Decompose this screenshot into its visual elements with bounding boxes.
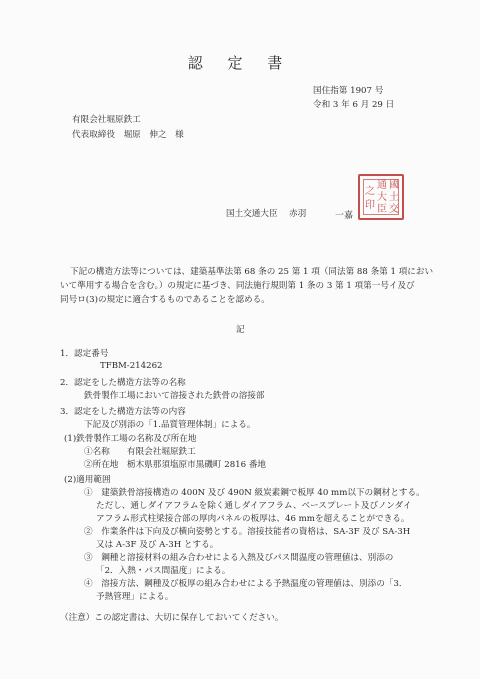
subsection-2-heading: (2)適用範囲	[64, 475, 111, 485]
seal-char: 大	[377, 192, 387, 203]
issue-date: 令和 3 年 6 月 29 日	[313, 100, 395, 110]
issuer-title: 国土交通大臣	[226, 209, 278, 219]
ki-heading: 記	[236, 325, 245, 335]
subsection-1-heading: (1)鉄骨製作工場の名称及び所在地	[64, 434, 197, 444]
certificate-number: 国住指第 1907 号	[313, 86, 384, 96]
scope-item-1-line-2: ただし、通しダイアフラムを除く通しダイアフラム、ベースプレート及びノンダイ	[96, 501, 412, 511]
seal-char: 印	[365, 200, 375, 211]
scope-item-4-line-1: ④ 溶接方法、鋼種及び板厚の組み合わせによる予熱温度の管理値は、別添の「3．	[84, 579, 408, 589]
section-3-title: 3．認定をした構造方法等の内容	[60, 407, 186, 417]
seal-char: 交	[389, 204, 399, 215]
body-line-2: いて準用する場合を含む。）の規定に基づき、同法施行規則第 1 条の 3 第 1 項第一号イ及び	[60, 281, 415, 291]
seal-char: 臣	[377, 204, 387, 215]
document-title: 認 定 書	[187, 54, 293, 72]
section-3-intro: 下記及び別添の「1.品質管理体制」による。	[84, 420, 256, 430]
seal-char: 國	[389, 180, 399, 191]
scope-item-2-line-1: ② 作業条件は下向及び横向姿勢とする。溶接技能者の資格は、SA-3F 及び SA-3H	[84, 527, 411, 537]
scope-item-1-line-3: アフラム形式柱梁接合部の厚肉パネルの板厚は、46 mmを超えることができる。	[96, 514, 410, 524]
issuer-mark: 一嘉	[335, 211, 354, 221]
section-2-title: 2．認定をした構造方法等の名称	[60, 378, 186, 388]
seal-char: 通	[377, 180, 387, 191]
recipient-company: 有限会社堀原鉄工	[72, 115, 141, 125]
section-1-title: 1．認定番号	[60, 349, 109, 359]
issuer-name: 赤羽	[289, 209, 307, 219]
scope-item-3-line-2: 「2．入熱・パス間温度」による。	[96, 566, 231, 576]
scope-item-4-line-2: 予熱管理」による。	[96, 592, 174, 602]
factory-address: ②所在地 栃木県那須塩原市黒磯町 2816 番地	[84, 460, 267, 470]
seal-char: 之	[365, 186, 375, 197]
body-line-1: 下記の構造方法等については、建築基準法第 68 条の 25 第 1 項（同法第 88 条第 1 項におい	[70, 267, 434, 277]
certification-number: TFBM-214262	[100, 361, 163, 371]
body-line-3: 同号ロ(3)の規定に適合するものであることを認める。	[60, 295, 270, 305]
storage-note: （注意）この認定書は、大切に保存しておいてください。	[60, 613, 284, 623]
factory-name: ①名称 有限会社堀原鉄工	[84, 447, 196, 457]
scope-item-1-line-1: ① 建築鉄骨溶接構造の 400N 及び 490N 級炭素鋼で板厚 40 mm以下の鋼材とする。	[84, 488, 425, 498]
recipient-representative: 代表取締役 堀原 伸之 様	[72, 130, 184, 140]
section-2-value: 鉄骨製作工場において溶接された鉄骨の溶接部	[84, 391, 265, 401]
seal-char: 土	[389, 192, 399, 203]
official-seal	[358, 174, 404, 220]
scope-item-3-line-1: ③ 鋼種と溶接材料の組み合わせによる入熱及びパス間温度の管理値は、別添の	[84, 553, 394, 563]
scope-item-2-line-2: 又は A-3F 及び A-3H とする。	[96, 540, 219, 550]
